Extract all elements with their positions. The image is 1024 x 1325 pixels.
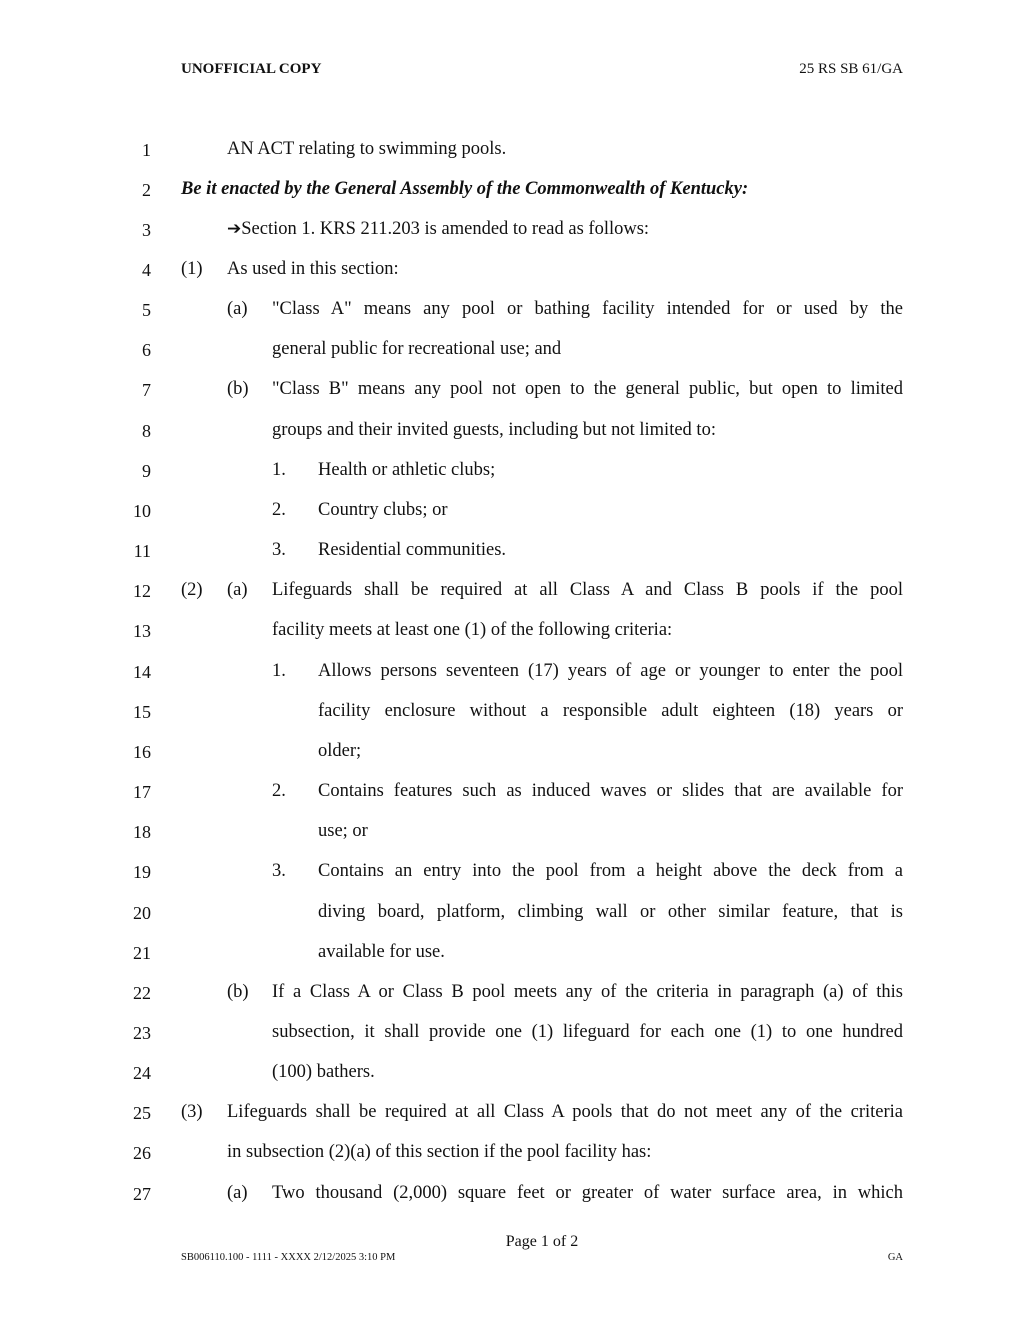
line-text: Country clubs; or	[318, 500, 448, 520]
line-number: 7	[142, 380, 151, 400]
paragraph-label: (a)	[227, 299, 248, 319]
line-number: 1	[142, 140, 151, 160]
line-number: 14	[133, 662, 151, 682]
line-number: 6	[142, 340, 151, 360]
header-left: UNOFFICIAL COPY	[181, 61, 322, 77]
line-text: As used in this section:	[227, 259, 399, 279]
paragraph-label: (a)	[227, 1183, 248, 1203]
line-text: "Class A" means any pool or bathing facility intended for or used by the	[272, 299, 903, 319]
subsection-label: (3)	[181, 1102, 203, 1122]
line-text: Health or athletic clubs;	[318, 460, 496, 480]
line-text: Lifeguards shall be required at all Class A and Class B pools if the pool	[272, 580, 903, 600]
line-text: subsection, it shall provide one (1) lifeguard for each one (1) to one hundred	[272, 1022, 903, 1042]
line-number: 11	[133, 541, 151, 561]
subparagraph-label: 2.	[272, 500, 286, 520]
line-text: groups and their invited guests, including but not limited to:	[272, 420, 716, 440]
line-text: "Class B" means any pool not open to the general public, but open to limited	[272, 379, 903, 399]
line-text: (100) bathers.	[272, 1062, 375, 1082]
line-number: 22	[133, 983, 151, 1003]
line-number: 8	[142, 421, 151, 441]
enacting-clause: Be it enacted by the General Assembly of the Commonwealth of Kentucky:	[181, 179, 749, 199]
line-text: Lifeguards shall be required at all Class A pools that do not meet any of the criteria	[227, 1102, 903, 1122]
line-text: diving board, platform, climbing wall or other similar feature, that is	[318, 902, 903, 922]
line-number: 27	[133, 1184, 151, 1204]
line-number: 12	[133, 581, 151, 601]
line-number: 10	[133, 501, 151, 521]
header-right: 25 RS SB 61/GA	[799, 61, 903, 77]
line-number: 19	[133, 862, 151, 882]
line-text: general public for recreational use; and	[272, 339, 562, 359]
line-number: 13	[133, 621, 151, 641]
subparagraph-label: 3.	[272, 861, 286, 881]
line-number: 21	[133, 943, 151, 963]
paragraph-label: (a)	[227, 580, 248, 600]
line-text: Allows persons seventeen (17) years of age or younger to enter the pool	[318, 661, 903, 681]
footer-initials: GA	[887, 1252, 903, 1263]
line-number: 9	[142, 461, 151, 481]
line-text: in subsection (2)(a) of this section if the pool facility has:	[227, 1142, 652, 1162]
line-text: If a Class A or Class B pool meets any of the criteria in paragraph (a) of this	[272, 982, 903, 1002]
subparagraph-label: 2.	[272, 781, 286, 801]
paragraph-label: (b)	[227, 982, 249, 1002]
line-text: facility enclosure without a responsible adult eighteen (18) years or	[318, 701, 903, 721]
paragraph-label: (b)	[227, 379, 249, 399]
subparagraph-label: 1.	[272, 460, 286, 480]
line-text: Contains an entry into the pool from a height above the deck from a	[318, 861, 903, 881]
line-number: 17	[133, 782, 151, 802]
line-number: 3	[142, 220, 151, 240]
line-number: 2	[142, 180, 151, 200]
right-arrow-icon: ➔	[227, 219, 242, 239]
act-title: AN ACT relating to swimming pools.	[227, 139, 507, 159]
line-number: 5	[142, 300, 151, 320]
line-number: 23	[133, 1023, 151, 1043]
line-text: available for use.	[318, 942, 445, 962]
section-heading-text: Section 1. KRS 211.203 is amended to read as follows:	[241, 219, 650, 239]
line-text: older;	[318, 741, 362, 761]
line-text: Two thousand (2,000) square feet or greater of water surface area, in which	[272, 1183, 903, 1203]
subparagraph-label: 3.	[272, 540, 286, 560]
line-text: Residential communities.	[318, 540, 507, 560]
line-number: 24	[133, 1063, 151, 1083]
line-number: 15	[133, 702, 151, 722]
document-id: SB006110.100 - 1111 - XXXX 2/12/2025 3:10 PM	[181, 1252, 396, 1263]
line-number: 18	[133, 822, 151, 842]
line-text: Contains features such as induced waves or slides that are available for	[318, 781, 903, 801]
line-text: use; or	[318, 821, 368, 841]
subparagraph-label: 1.	[272, 661, 286, 681]
line-text: facility meets at least one (1) of the following criteria:	[272, 620, 673, 640]
subsection-label: (1)	[181, 259, 203, 279]
line-number: 4	[142, 260, 151, 280]
line-number: 20	[133, 903, 151, 923]
section-heading	[227, 219, 649, 240]
line-number: 26	[133, 1143, 151, 1163]
line-number: 25	[133, 1103, 151, 1123]
page-number: Page 1 of 2	[505, 1233, 579, 1250]
line-number: 16	[133, 742, 151, 762]
subsection-label: (2)	[181, 580, 203, 600]
